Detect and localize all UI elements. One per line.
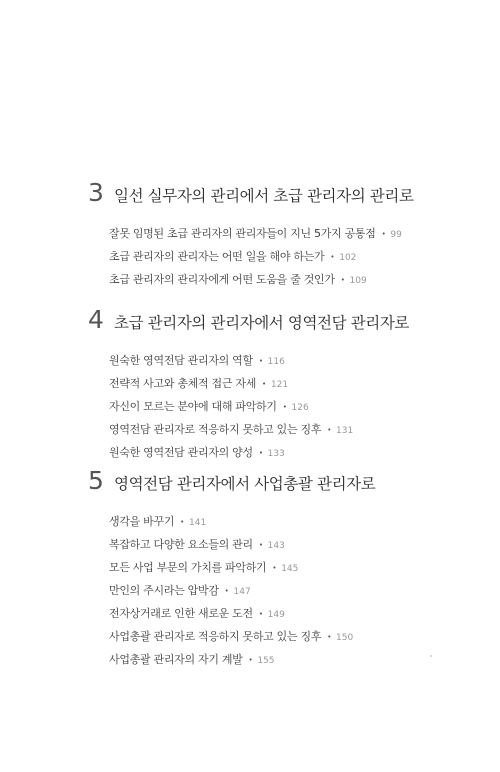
toc-entry xyxy=(109,648,488,671)
page-number: 109 xyxy=(349,276,367,286)
page-number: 150 xyxy=(336,633,354,643)
toc-entry xyxy=(109,245,488,268)
toc-section-5 xyxy=(88,466,488,671)
bullet-dot: • xyxy=(330,253,335,261)
entry-title: 초급 관리자의 관리자에게 어떤 도움을 줄 것인가 xyxy=(109,273,335,286)
bullet-dot: • xyxy=(258,357,263,365)
toc-entry-list xyxy=(88,349,488,464)
page-number: 145 xyxy=(281,564,299,574)
page-number: 147 xyxy=(233,587,251,597)
section-number: 3 xyxy=(88,178,104,207)
section-number: 5 xyxy=(88,466,104,495)
entry-title: 모든 사업 부문의 가치를 파악하기 xyxy=(109,561,267,574)
section-heading xyxy=(88,466,488,500)
page-number: 141 xyxy=(189,518,207,528)
page-number: 131 xyxy=(336,426,354,436)
entry-title: 만인의 주시라는 압박감 xyxy=(109,584,219,597)
entry-title: 전략적 사고와 총체적 접근 자세 xyxy=(109,377,257,390)
page-number: 102 xyxy=(339,253,357,263)
section-title: 초급 관리자의 관리자에서 영역전담 관리자로 xyxy=(114,314,409,332)
bullet-dot: • xyxy=(258,610,263,618)
toc-entry xyxy=(109,372,488,395)
bullet-dot: • xyxy=(180,518,184,526)
bullet-dot: • xyxy=(262,380,266,388)
toc-entry xyxy=(109,395,488,418)
page-number: 149 xyxy=(267,610,285,620)
toc-entry xyxy=(109,625,488,648)
toc-entry-list xyxy=(88,510,488,671)
entry-title: 초급 관리자의 관리자는 어떤 일을 해야 하는가 xyxy=(109,250,325,263)
toc-entry xyxy=(109,349,488,372)
page-number: 143 xyxy=(267,541,285,551)
toc-section-3 xyxy=(88,178,488,291)
entry-title: 전자상거래로 인한 새로운 도전 xyxy=(109,607,253,620)
bullet-dot: • xyxy=(224,587,229,595)
entry-title: 잘못 임명된 초급 관리자의 관리자들이 지닌 5가지 공통점 xyxy=(109,227,376,240)
bullet-dot: • xyxy=(272,564,277,572)
section-heading xyxy=(88,305,488,339)
toc-entry-list xyxy=(88,222,488,291)
bullet-dot: • xyxy=(258,449,263,457)
section-number: 4 xyxy=(88,305,104,334)
entry-title: 복잡하고 다양한 요소들의 관리 xyxy=(109,538,253,551)
scan-speck xyxy=(430,655,432,657)
entry-title: 영역전담 관리자로 적응하지 못하고 있는 징후 xyxy=(109,423,322,436)
toc-entry xyxy=(109,602,488,625)
toc-section-4 xyxy=(88,305,488,464)
toc-entry xyxy=(109,222,488,245)
bullet-dot: • xyxy=(381,230,386,238)
entry-title: 사업총괄 관리자로 적응하지 못하고 있는 징후 xyxy=(109,630,322,643)
bullet-dot: • xyxy=(282,403,287,411)
entry-title: 자신이 모르는 분야에 대해 파악하기 xyxy=(109,400,277,413)
bullet-dot: • xyxy=(258,541,263,549)
toc-entry xyxy=(109,556,488,579)
bullet-dot: • xyxy=(327,633,332,641)
section-title: 일선 실무자의 관리에서 초급 관리자의 관리로 xyxy=(114,187,414,205)
section-heading xyxy=(88,178,488,212)
page-number: 99 xyxy=(390,230,402,240)
entry-title: 생각을 바꾸기 xyxy=(109,515,175,528)
bullet-dot: • xyxy=(248,656,253,664)
page-number: 116 xyxy=(267,357,285,367)
toc-entry xyxy=(109,268,488,291)
toc-entry xyxy=(109,418,488,441)
toc-entry xyxy=(109,510,488,533)
page-number: 133 xyxy=(267,449,285,459)
bullet-dot: • xyxy=(340,276,345,284)
page-number: 126 xyxy=(291,403,309,413)
page-number: 121 xyxy=(270,380,289,390)
toc-entry xyxy=(109,441,488,464)
bullet-dot: • xyxy=(327,426,332,434)
toc-entry xyxy=(109,579,488,602)
section-title: 영역전담 관리자에서 사업총괄 관리자로 xyxy=(114,475,376,493)
entry-title: 원숙한 영역전담 관리자의 역할 xyxy=(109,354,253,367)
page-number: 155 xyxy=(257,656,275,666)
entry-title: 사업총괄 관리자의 자기 계발 xyxy=(109,653,243,666)
entry-title: 원숙한 영역전담 관리자의 양성 xyxy=(109,446,253,459)
toc-entry xyxy=(109,533,488,556)
